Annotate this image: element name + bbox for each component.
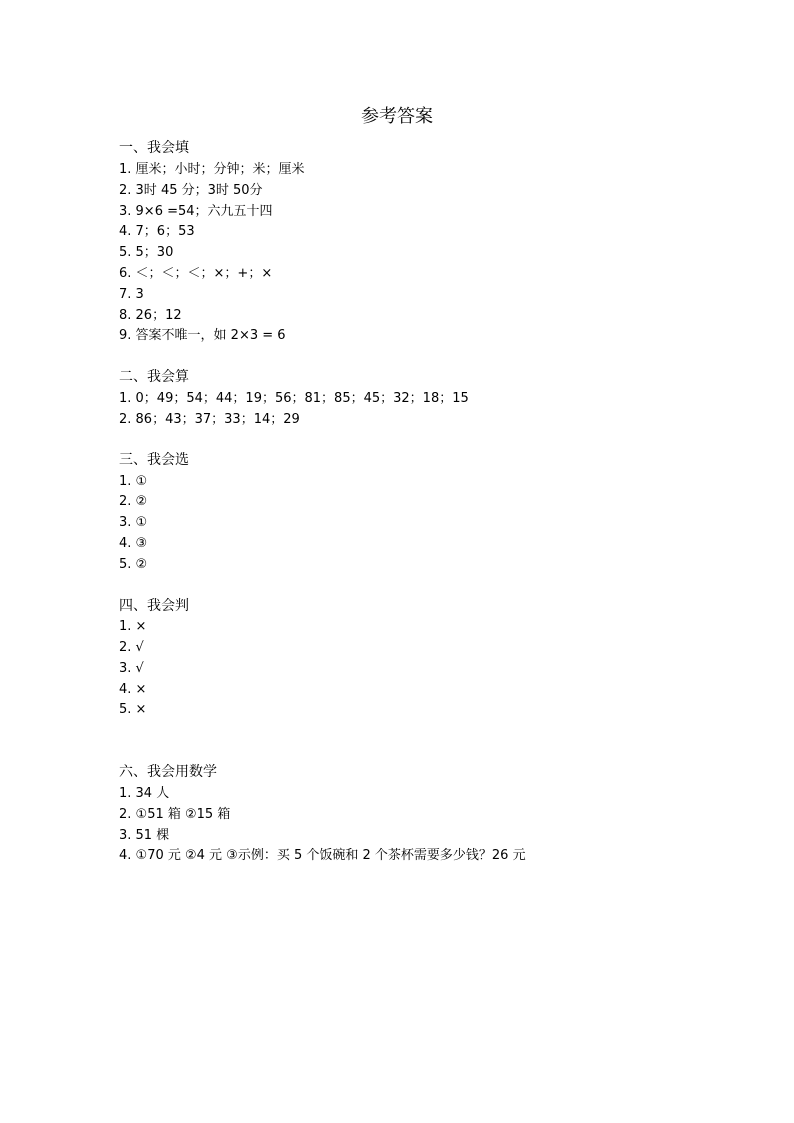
answer-line: 2. 3时 45 分；3时 50分: [119, 183, 263, 198]
answer-line: 1. 34 人: [119, 786, 170, 801]
answer-line: 5. 5；30: [119, 245, 174, 260]
section-heading-choose: 三、我会选: [119, 452, 189, 468]
page-title: 参考答案: [361, 106, 433, 127]
answer-line: 8. 26；12: [119, 308, 182, 323]
section-heading-fill: 一、我会填: [119, 140, 189, 156]
answer-line: 5. ②: [119, 557, 148, 572]
answer-line: 4. ③: [119, 536, 148, 551]
answer-line: 1. ×: [119, 619, 147, 634]
answer-line: 2. 86；43；37；33；14；29: [119, 412, 300, 427]
answer-line: 9. 答案不唯一，如 2×3 = 6: [119, 328, 286, 343]
answer-line: 6. ＜；＜；＜；×；+；×: [119, 266, 273, 281]
section-heading-calc: 二、我会算: [119, 369, 189, 385]
answer-line: 5. ×: [119, 702, 147, 717]
answer-line: 7. 3: [119, 287, 144, 302]
section-heading-judge: 四、我会判: [119, 598, 189, 614]
answer-line: 3. √: [119, 661, 144, 676]
answer-line: 1. 0；49；54；44；19；56；81；85；45；32；18；15: [119, 391, 469, 406]
answer-line: 1. ①: [119, 474, 148, 489]
answer-line: 4. ×: [119, 682, 147, 697]
answer-line: 3. ①: [119, 515, 148, 530]
answer-line: 4. 7；6；53: [119, 224, 195, 239]
answer-line: 4. ①70 元 ②4 元 ③示例：买 5 个饭碗和 2 个茶杯需要多少钱？26 元: [119, 848, 526, 863]
answer-line: 2. √: [119, 640, 144, 655]
answer-line: 1. 厘米；小时；分钟；米；厘米: [119, 162, 305, 177]
answer-line: 3. 51 棵: [119, 828, 170, 843]
answer-line: 3. 9×6 =54；六九五十四: [119, 204, 273, 219]
answer-line: 2. ②: [119, 494, 148, 509]
section-heading-apply: 六、我会用数学: [119, 764, 217, 780]
answer-line: 2. ①51 箱 ②15 箱: [119, 807, 231, 822]
